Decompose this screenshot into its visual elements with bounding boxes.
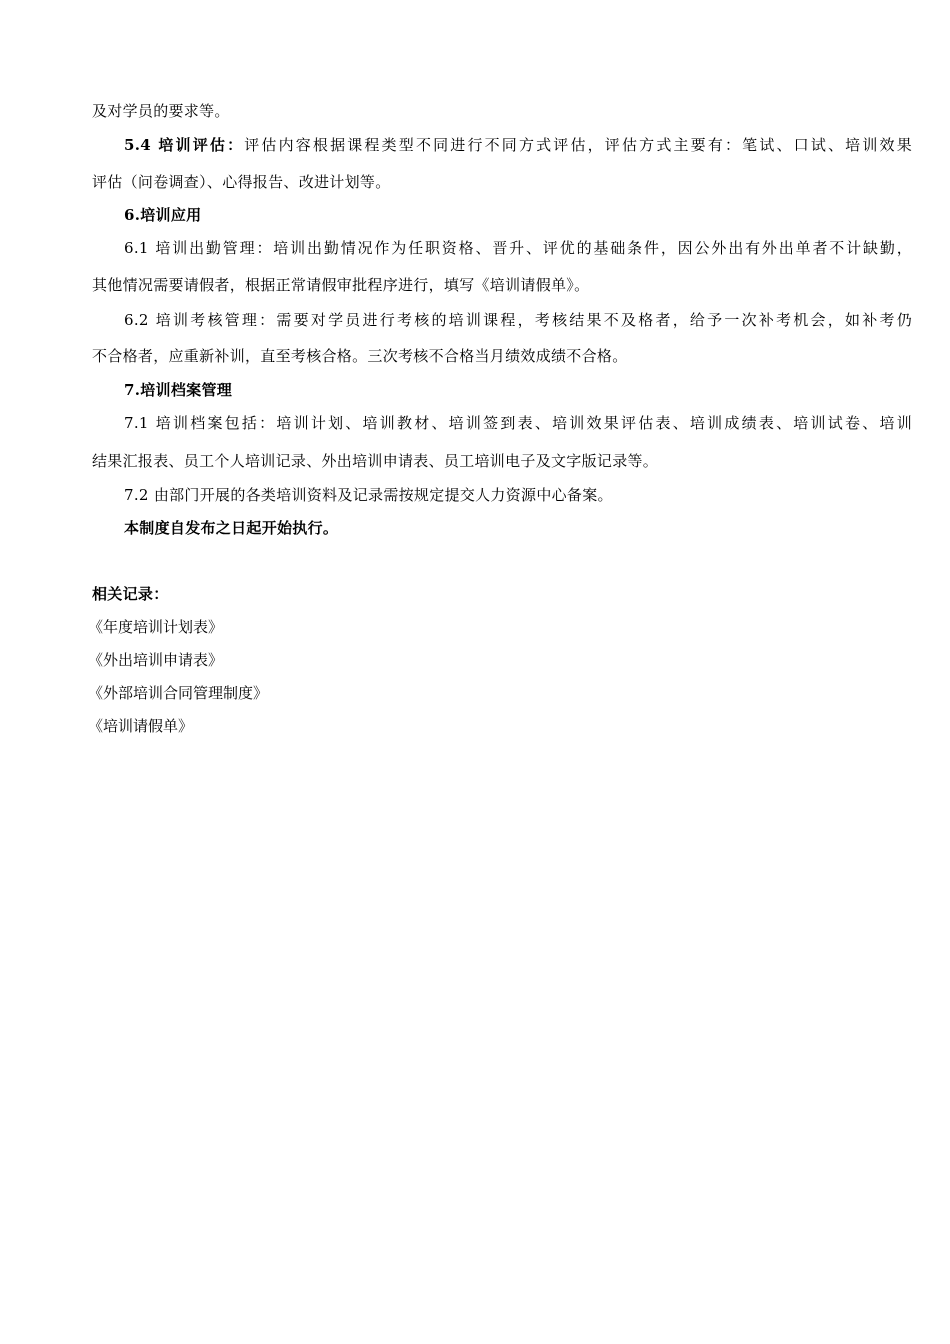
section-6-2-line-2: 不合格者，应重新补训，直至考核合格。三次考核不合格当月绩效成绩不合格。: [92, 347, 628, 365]
section-7-1-line-2: 结果汇报表、员工个人培训记录、外出培训申请表、员工培训电子及文字版记录等。: [92, 452, 659, 470]
section-6-heading: 6.培训应用: [124, 206, 202, 224]
section-6-1-line-2: 其他情况需要请假者，根据正常请假审批程序进行，填写《培训请假单》。: [92, 276, 590, 294]
effective-statement: 本制度自发布之日起开始执行。: [124, 519, 339, 537]
section-5-4-line-2: 评估（问卷调查）、心得报告、改进计划等。: [92, 173, 391, 191]
related-record-item: 《年度培训计划表》: [88, 618, 224, 636]
section-7-1-line-1: 7.1 培训档案包括：培训计划、培训教材、培训签到表、培训效果评估表、培训成绩表、培训试卷、培训: [124, 414, 912, 432]
section-5-4-line-1: [124, 135, 912, 155]
paragraph-line: 及对学员的要求等。: [92, 102, 230, 120]
related-record-item: 《外出培训申请表》: [88, 651, 224, 669]
section-7-heading: 7.培训档案管理: [124, 381, 233, 399]
section-5-4-heading: 5.4 培训评估：: [124, 136, 245, 154]
section-7-2-line-1: 7.2 由部门开展的各类培训资料及记录需按规定提交人力资源中心备案。: [124, 486, 613, 504]
related-record-item: 《外部培训合同管理制度》: [88, 684, 269, 702]
related-record-item: 《培训请假单》: [88, 717, 194, 735]
section-6-2-line-1: 6.2 培训考核管理：需要对学员进行考核的培训课程，考核结果不及格者，给予一次补考机会，如补考仍: [124, 311, 912, 329]
related-records-heading: 相关记录：: [92, 585, 169, 603]
section-6-1-line-1: 6.1 培训出勤管理：培训出勤情况作为任职资格、晋升、评优的基础条件，因公外出有外出单者不计缺勤，: [124, 239, 912, 257]
section-5-4-text: 评估内容根据课程类型不同进行不同方式评估，评估方式主要有：笔试、口试、培训效果: [244, 136, 912, 154]
